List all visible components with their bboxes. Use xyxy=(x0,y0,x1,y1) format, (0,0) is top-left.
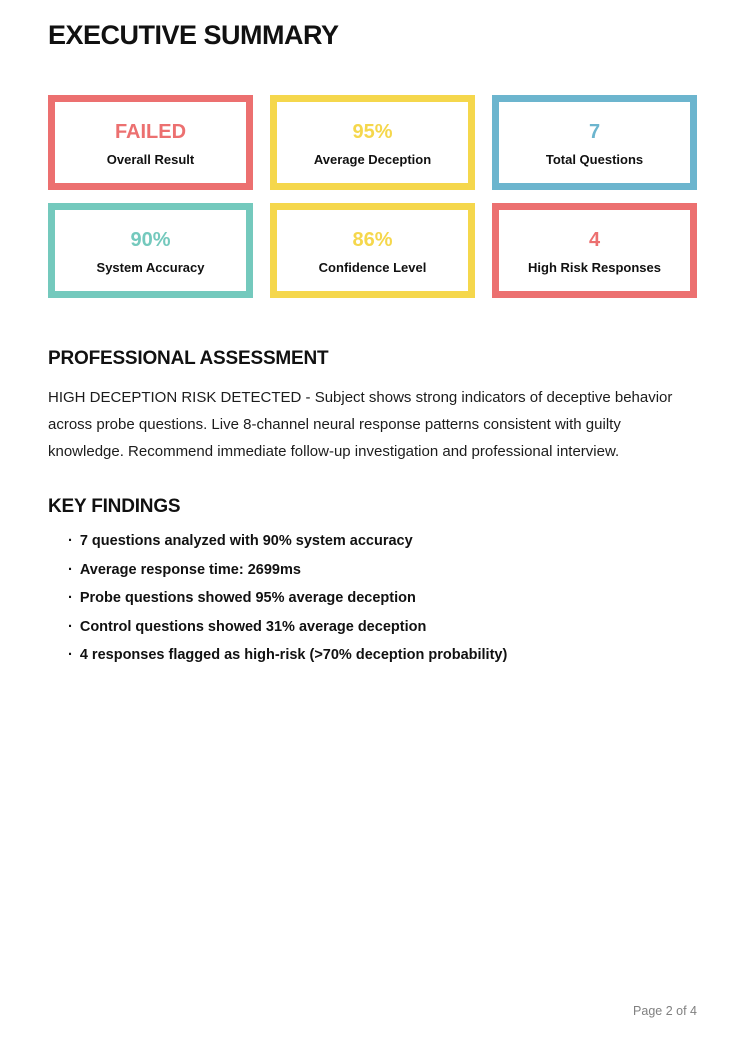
metric-value: 95% xyxy=(352,120,393,143)
findings-heading: KEY FINDINGS xyxy=(48,496,181,517)
bullet-icon: · xyxy=(68,590,73,606)
finding-item xyxy=(68,563,697,578)
bullet-icon: · xyxy=(68,533,73,549)
finding-item xyxy=(68,620,697,635)
key-findings-section xyxy=(48,496,697,663)
bullet-icon: · xyxy=(68,618,73,635)
finding-item xyxy=(68,591,697,606)
finding-text: 7 questions analyzed with 90% system accuracy xyxy=(79,533,413,549)
metric-value: 4 xyxy=(588,228,601,251)
finding-text: 4 responses flagged as high-risk (>70% deception probability) xyxy=(79,647,508,663)
page-number: Page 2 of 4 xyxy=(633,1004,697,1018)
metric-label: System Accuracy xyxy=(96,259,205,275)
page-title: EXECUTIVE SUMMARY xyxy=(48,20,339,50)
bullet-icon: · xyxy=(68,647,73,663)
findings-list xyxy=(48,534,697,663)
assessment-body-text: HIGH DECEPTION RISK DETECTED - Subject shows strong indicators of deceptive behavior across probe questions. Live 8-channel neural response patterns consistent with guilty knowledge. Recommend immediate follow-up investigation and professional interview. xyxy=(48,389,673,460)
metric-card-average-deception xyxy=(270,95,475,190)
finding-item xyxy=(68,534,697,549)
metric-label: Overall Result xyxy=(106,151,195,167)
metric-card-confidence-level xyxy=(270,203,475,298)
metric-card-high-risk-responses xyxy=(492,203,697,298)
metric-value: FAILED xyxy=(114,120,187,143)
finding-text: Average response time: 2699ms xyxy=(79,561,301,578)
metric-label: Average Deception xyxy=(313,151,432,167)
metric-label: Total Questions xyxy=(545,151,644,167)
metric-value: 7 xyxy=(588,120,601,143)
bullet-icon: · xyxy=(68,561,73,578)
professional-assessment-section xyxy=(48,348,697,465)
assessment-heading: PROFESSIONAL ASSESSMENT xyxy=(48,348,329,369)
metric-label: Confidence Level xyxy=(318,259,427,275)
metric-value: 90% xyxy=(130,228,171,251)
metric-value: 86% xyxy=(352,228,393,251)
metric-card-overall-result xyxy=(48,95,253,190)
metric-card-total-questions xyxy=(492,95,697,190)
metric-cards-grid xyxy=(48,95,697,298)
finding-text: Probe questions showed 95% average deception xyxy=(79,590,416,606)
metric-card-system-accuracy xyxy=(48,203,253,298)
finding-text: Control questions showed 31% average deception xyxy=(79,618,427,635)
finding-item xyxy=(68,648,697,663)
metric-label: High Risk Responses xyxy=(528,259,661,275)
